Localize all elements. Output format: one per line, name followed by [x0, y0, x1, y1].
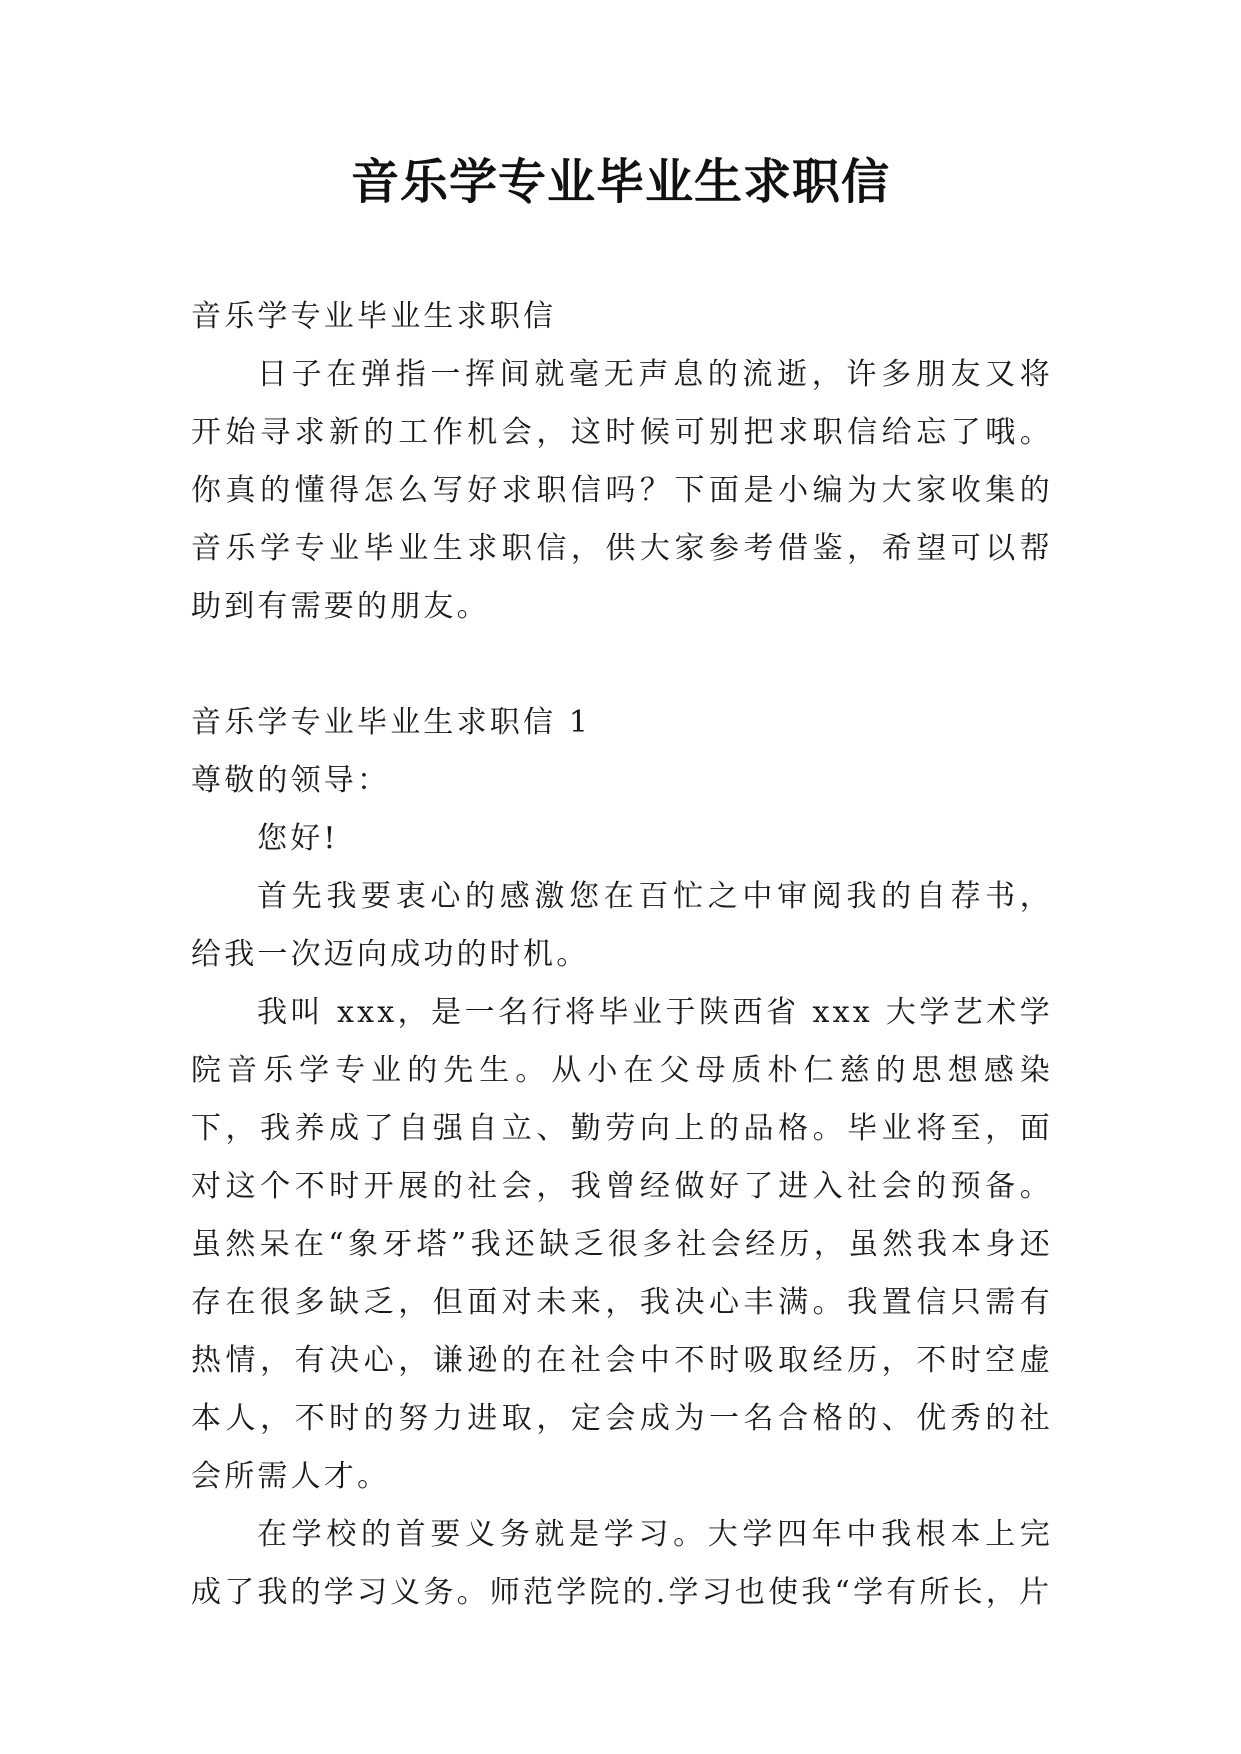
section-heading: 音乐学专业毕业生求职信 1	[191, 705, 592, 740]
document-title: 音乐学专业毕业生求职信	[350, 154, 890, 210]
salutation: 尊敬的领导：	[191, 763, 391, 798]
document-body	[191, 288, 1053, 1622]
body-paragraph-3: 在学校的首要义务就是学习。大学四年中我根本上完成了我的学习义务。师范学院的.学习也使我“学有所长，片	[191, 1517, 1053, 1610]
paragraph-gap	[191, 636, 1053, 694]
document-subtitle: 音乐学专业毕业生求职信	[191, 299, 557, 334]
body-paragraph-1: 首先我要衷心的感激您在百忙之中审阅我的自荐书，给我一次迈向成功的时机。	[191, 879, 1053, 972]
body-paragraph-2: 我叫 xxx，是一名行将毕业于陕西省 xxx 大学艺术学院音乐学专业的先生。从小在父母质朴仁慈的思想感染下，我养成了自强自立、勤劳向上的品格。毕业将至，面对这个不时开展的社会，我曾经做好了进入社会的预备。虽然呆在“象牙塔”我还缺乏很多社会经历，虽然我本身还存在很多缺乏，但面对未来，我决心丰满。我置信只需有热情，有决心，谦逊的在社会中不时吸取经历，不时空虚本人，不时的努力进取，定会成为一名合格的、优秀的社会所需人才。	[191, 995, 1053, 1494]
intro-paragraph: 日子在弹指一挥间就毫无声息的流逝，许多朋友又将开始寻求新的工作机会，这时候可别把求职信给忘了哦。你真的懂得怎么写好求职信吗？下面是小编为大家收集的音乐学专业毕业生求职信，供大家参考借鉴，希望可以帮助到有需要的朋友。	[191, 357, 1053, 624]
greeting: 您好!	[257, 821, 339, 856]
